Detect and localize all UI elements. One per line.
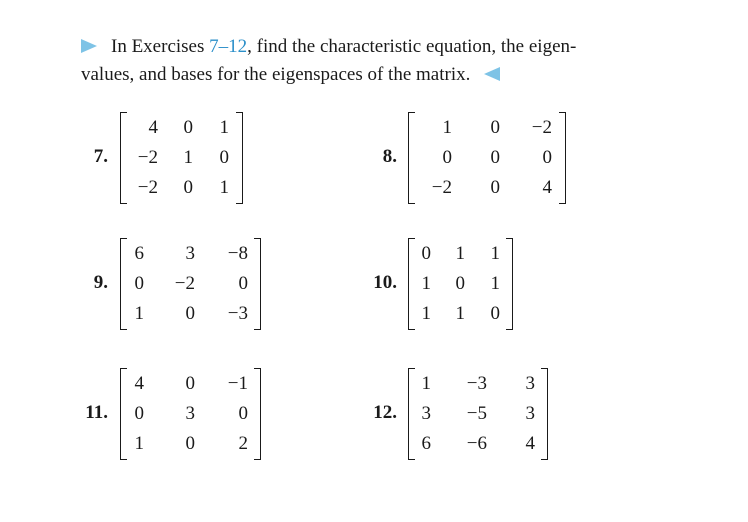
matrix-cell: 1: [183, 147, 193, 168]
matrix-cell: 0: [185, 433, 195, 454]
matrix-cell: 0: [490, 147, 500, 168]
matrix-cell: −2: [431, 177, 452, 198]
matrix-cell: 0: [490, 303, 500, 324]
matrix-cell: 1: [219, 117, 229, 138]
matrix-cell: 0: [219, 147, 229, 168]
exercise-9-matrix: [120, 238, 261, 330]
exercise-8-number: 8.: [382, 146, 397, 167]
matrix-cell: 4: [542, 177, 552, 198]
matrix-cell: 1: [455, 243, 465, 264]
matrix-cell: 0: [134, 273, 144, 294]
matrix-cell: 0: [455, 273, 465, 294]
exercise-instructions: [81, 33, 681, 89]
intro-text-3: values, and bases for the eigenspaces of the matrix.: [81, 64, 471, 85]
exercise-11-matrix: [120, 368, 261, 460]
matrix-cell: 1: [134, 303, 144, 324]
matrix-cell: 0: [183, 117, 193, 138]
exercise-7-number: 7.: [93, 146, 108, 167]
matrix-cell: 1: [442, 117, 452, 138]
matrix-cell: 1: [134, 433, 144, 454]
intro-text-1: In Exercises: [111, 36, 210, 57]
matrix-cell: 3: [421, 403, 431, 424]
matrix-cell: 0: [490, 117, 500, 138]
matrix-cell: 0: [490, 177, 500, 198]
exercise-12-matrix: [408, 368, 548, 460]
matrix-cell: 0: [183, 177, 193, 198]
exercise-9-number: 9.: [93, 272, 108, 293]
matrix-cell: 0: [134, 403, 144, 424]
matrix-cell: 1: [490, 243, 500, 264]
matrix-cell: 0: [185, 303, 195, 324]
matrix-cell: 4: [148, 117, 158, 138]
matrix-cell: −6: [466, 433, 487, 454]
matrix-cell: −1: [227, 373, 248, 394]
exercise-range-link[interactable]: 7–12: [209, 36, 248, 57]
exercise-10-matrix: [408, 238, 513, 330]
matrix-cell: −3: [227, 303, 248, 324]
matrix-cell: 3: [185, 243, 195, 264]
matrix-cell: −2: [531, 117, 552, 138]
matrix-cell: 3: [525, 373, 535, 394]
matrix-cell: 2: [238, 433, 248, 454]
matrix-cell: 1: [421, 273, 431, 294]
exercise-11-number: 11.: [85, 402, 108, 423]
matrix-cell: −2: [137, 177, 158, 198]
matrix-cell: −2: [174, 273, 195, 294]
matrix-cell: 0: [421, 243, 431, 264]
matrix-cell: 0: [442, 147, 452, 168]
matrix-cell: 6: [421, 433, 431, 454]
matrix-cell: 3: [525, 403, 535, 424]
exercise-10-number: 10.: [373, 272, 397, 293]
matrix-cell: 1: [219, 177, 229, 198]
triangle-right-icon: [81, 39, 97, 53]
matrix-cell: −2: [137, 147, 158, 168]
matrix-cell: −8: [227, 243, 248, 264]
exercise-12-number: 12.: [373, 402, 397, 423]
matrix-cell: 6: [134, 243, 144, 264]
matrix-cell: 1: [455, 303, 465, 324]
triangle-left-icon: [484, 67, 500, 81]
matrix-cell: 0: [238, 403, 248, 424]
matrix-cell: 0: [238, 273, 248, 294]
matrix-cell: −5: [466, 403, 487, 424]
matrix-cell: 3: [185, 403, 195, 424]
matrix-cell: 4: [134, 373, 144, 394]
matrix-cell: 4: [525, 433, 535, 454]
matrix-cell: 1: [490, 273, 500, 294]
matrix-cell: −3: [466, 373, 487, 394]
matrix-cell: 1: [421, 303, 431, 324]
exercise-7-matrix: [120, 112, 243, 204]
intro-text-2: , find the characteristic equation, the eigen-: [247, 36, 577, 57]
matrix-cell: 0: [185, 373, 195, 394]
matrix-cell: 0: [542, 147, 552, 168]
matrix-cell: 1: [421, 373, 431, 394]
exercise-8-matrix: [408, 112, 566, 204]
